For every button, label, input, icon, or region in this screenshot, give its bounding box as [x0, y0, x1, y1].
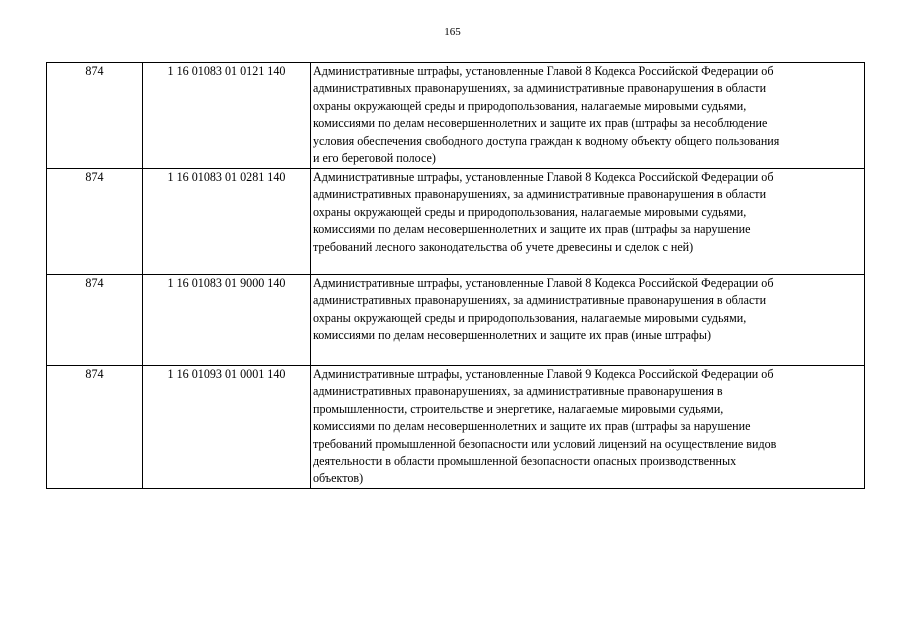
description-line: административных правонарушениях, за административные правонарушения в области — [313, 187, 767, 202]
description-line: промышленности, строительстве и энергетике, налагаемые мировыми судьями, — [313, 401, 724, 416]
budget-code-cell: 1 16 01083 01 9000 140 — [143, 275, 311, 366]
description-line: Административные штрафы, установленные Главой 8 Кодекса Российской Федерации об — [313, 64, 774, 78]
description-line: Административные штрафы, установленные Главой 9 Кодекса Российской Федерации об — [313, 367, 774, 381]
budget-classification-table — [46, 62, 865, 489]
description-line: административных правонарушениях, за административные правонарушения в области — [313, 293, 767, 308]
description-cell — [311, 366, 865, 489]
description-line: охраны окружающей среды и природопользования, налагаемые мировыми судьями, — [313, 98, 747, 113]
budget-code-cell: 1 16 01083 01 0121 140 — [143, 63, 311, 169]
table-row — [47, 63, 865, 169]
description-line: комиссиями по делам несовершеннолетних и защите их прав (иные штрафы) — [313, 328, 711, 343]
table-row — [47, 366, 865, 489]
description-cell — [311, 63, 865, 169]
description-line: требований промышленной безопасности или условий лицензий на осуществление видов — [313, 436, 777, 451]
description-line: административных правонарушениях, за административные правонарушения в — [313, 384, 723, 399]
description-line: требований лесного законодательства об учете древесины и сделок с ней) — [313, 239, 694, 254]
administrator-code-cell: 874 — [47, 366, 143, 489]
budget-code-cell: 1 16 01083 01 0281 140 — [143, 169, 311, 275]
description-line: деятельности в области промышленной безопасности опасных производственных — [313, 454, 737, 469]
description-cell — [311, 275, 865, 366]
description-line: и его береговой полосе) — [313, 151, 436, 166]
page-number: 165 — [444, 26, 461, 38]
administrator-code-cell: 874 — [47, 275, 143, 366]
description-line: Административные штрафы, установленные Главой 8 Кодекса Российской Федерации об — [313, 276, 774, 290]
administrator-code-cell: 874 — [47, 169, 143, 275]
description-line: комиссиями по делам несовершеннолетних и защите их прав (штрафы за несоблюдение — [313, 116, 768, 131]
description-line: объектов) — [313, 471, 364, 486]
administrator-code-cell: 874 — [47, 63, 143, 169]
description-line: комиссиями по делам несовершеннолетних и защите их прав (штрафы за нарушение — [313, 419, 751, 434]
table-row — [47, 169, 865, 275]
description-line: комиссиями по делам несовершеннолетних и защите их прав (штрафы за нарушение — [313, 222, 751, 237]
description-line: Административные штрафы, установленные Главой 8 Кодекса Российской Федерации об — [313, 170, 774, 184]
description-line: охраны окружающей среды и природопользования, налагаемые мировыми судьями, — [313, 310, 747, 325]
budget-code-cell: 1 16 01093 01 0001 140 — [143, 366, 311, 489]
description-line: охраны окружающей среды и природопользования, налагаемые мировыми судьями, — [313, 204, 747, 219]
table-row — [47, 275, 865, 366]
description-line: условия обеспечения свободного доступа граждан к водному объекту общего пользования — [313, 133, 780, 148]
description-cell — [311, 169, 865, 275]
description-line: административных правонарушениях, за административные правонарушения в области — [313, 81, 767, 96]
